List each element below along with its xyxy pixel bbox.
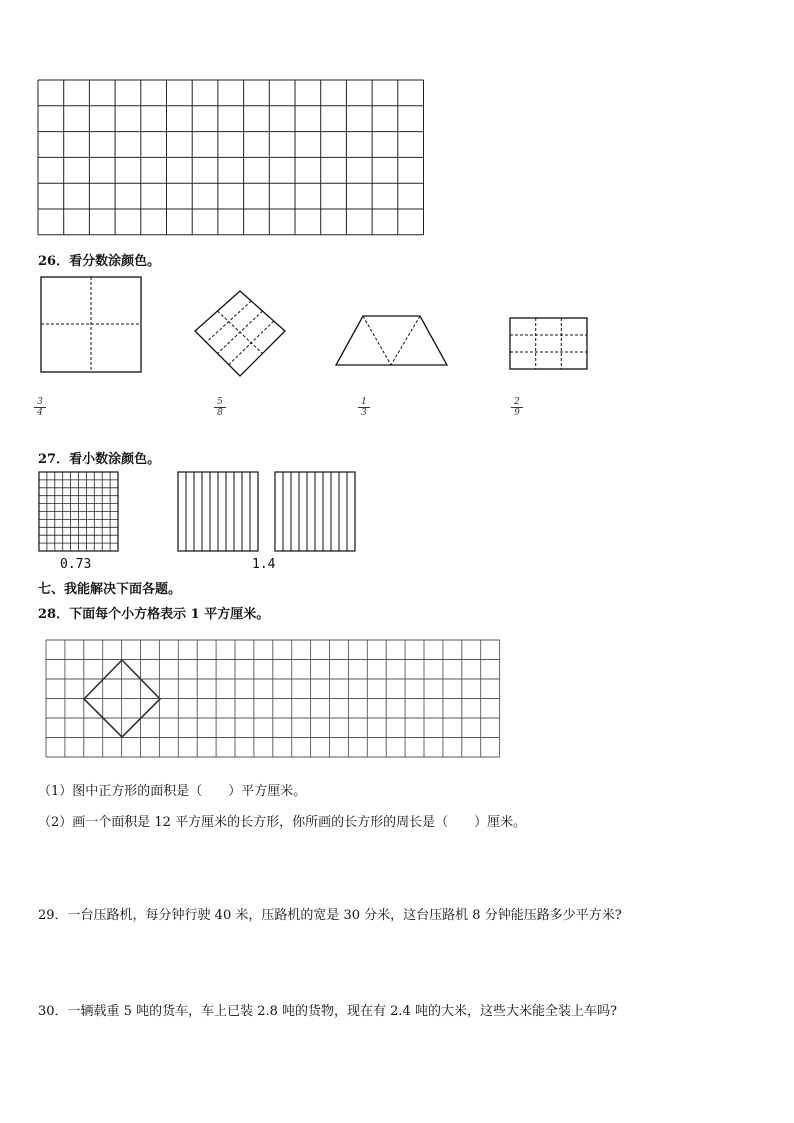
q26-title: 26．看分数涂颜色。 — [38, 254, 161, 269]
top-grid — [38, 80, 424, 235]
fraction-label-1: $\frac{3}{4}$ — [34, 397, 46, 418]
trapezoid-dashed-line — [363, 316, 391, 365]
q28-subquestion-2: （2）画一个面积是 12 平方厘米的长方形，你所画的长方形的周长是（ ）厘米。 — [38, 815, 527, 830]
hundredths-grid — [39, 472, 118, 551]
q29-text: 29．一台压路机，每分钟行驶 40 米，压路机的宽是 30 分米，这台压路机 8 分钟能压路多少平方米? — [38, 908, 622, 923]
trapezoid-dashed-line — [391, 316, 420, 365]
q30-text: 30．一辆载重 5 吨的货车，车上已装 2.8 吨的货物，现在有 2.4 吨的大米，这些大米能全装上车吗? — [38, 1004, 617, 1019]
q28-title: 28．下面每个小方格表示 1 平方厘米。 — [38, 607, 270, 622]
fraction-label-3: $\frac{1}{3}$ — [358, 397, 370, 418]
fraction-label-4: $\frac{2}{9}$ — [511, 397, 523, 418]
q27-title: 27．看小数涂颜色。 — [38, 452, 161, 467]
fraction-label-2: $\frac{5}{8}$ — [214, 397, 226, 418]
q28-subquestion-1: （1）图中正方形的面积是（ ）平方厘米。 — [38, 784, 307, 799]
diamond-eighths — [195, 291, 285, 376]
square-cm-grid — [46, 640, 500, 757]
trapezoid-thirds — [336, 316, 447, 365]
decimal-label-2: 1.4 — [252, 557, 276, 572]
rectangle-ninths — [510, 318, 587, 369]
diamond-dashed-line — [229, 321, 274, 365]
decimal-label-1: 0.73 — [60, 557, 92, 572]
section-7-title: 七、我能解决下面各题。 — [38, 582, 182, 597]
